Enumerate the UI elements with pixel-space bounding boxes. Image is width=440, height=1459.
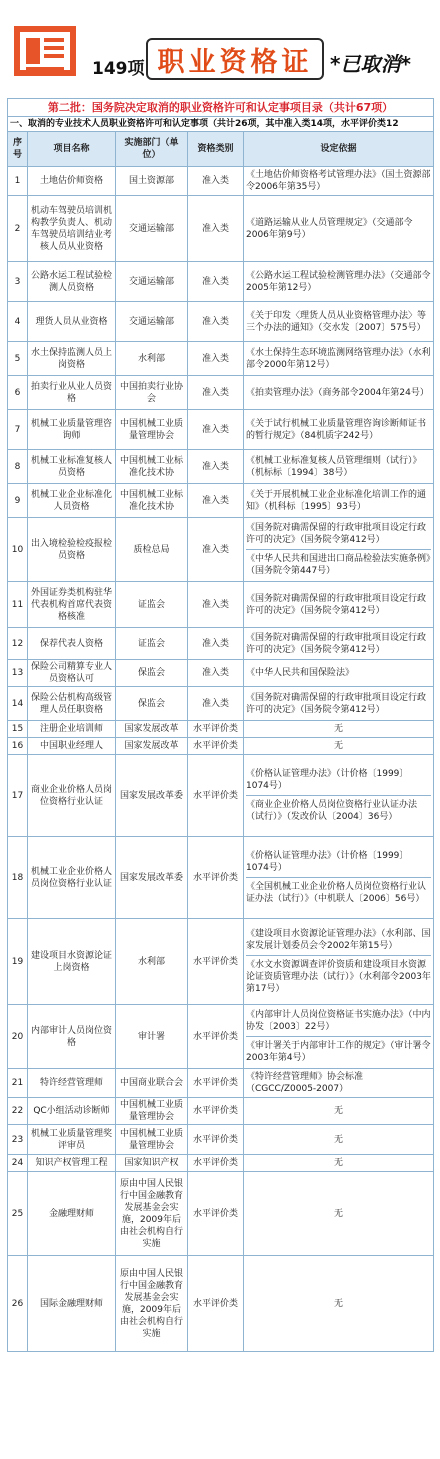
document-icon — [14, 26, 76, 76]
row-department: 质检总局 — [116, 518, 188, 582]
row-number: 3 — [8, 262, 28, 302]
column-header-basis: 设定依据 — [244, 132, 434, 167]
row-name: 机动车驾驶员培训机构教学负责人、机动车驾驶员培训结业考核人员从业资格 — [28, 196, 116, 262]
table-row — [8, 1155, 434, 1172]
row-name: 知识产权管理工程 — [28, 1155, 116, 1172]
row-number: 22 — [8, 1098, 28, 1125]
basis-item: 无 — [333, 741, 343, 751]
basis-item: 无 — [333, 1298, 343, 1309]
row-name: 特许经营管理师 — [28, 1069, 116, 1098]
row-name: 保险公司精算专业人员资格认可 — [28, 660, 116, 687]
basis-item: 无 — [333, 1106, 343, 1116]
basis-item: 《水文水资源调查评价资质和建设项目水资源论证资质管理办法（试行）》（水利部令2003年第17号） — [246, 955, 431, 996]
basis-item: 《道路运输从业人员管理规定》（交通部令2006年第9号） — [246, 217, 413, 240]
title-box — [146, 38, 324, 80]
row-department: 保监会 — [116, 660, 188, 687]
column-header-number: 序号 — [8, 132, 28, 167]
row-basis — [244, 1155, 434, 1172]
row-number: 12 — [8, 628, 28, 660]
table-row — [8, 721, 434, 738]
row-department: 国家发展改革 — [116, 738, 188, 755]
row-basis — [244, 167, 434, 196]
row-name: 机械工业企业标准化人员资格 — [28, 484, 116, 518]
row-basis — [244, 302, 434, 342]
row-department: 中国机械工业质量管理协会 — [116, 410, 188, 450]
row-department: 水利部 — [116, 342, 188, 376]
row-number: 6 — [8, 376, 28, 410]
row-type: 水平评价类 — [188, 1155, 244, 1172]
basis-item: 《关于开展机械工业企业标准化培训工作的通知》（机科标〔1995〕93号） — [246, 489, 427, 512]
qualification-table — [7, 98, 434, 1352]
table-row — [8, 196, 434, 262]
row-department: 原由中国人民银行中国金融教育发展基金会实施，2009年后由社会机构自行实施 — [116, 1172, 188, 1256]
row-department: 水利部 — [116, 919, 188, 1005]
table-row — [8, 837, 434, 919]
row-basis — [244, 582, 434, 628]
row-type: 水平评价类 — [188, 1172, 244, 1256]
table-row — [8, 450, 434, 484]
row-number: 13 — [8, 660, 28, 687]
row-number: 14 — [8, 687, 28, 721]
row-basis — [244, 518, 434, 582]
row-name: QC小组活动诊断师 — [28, 1098, 116, 1125]
table-row — [8, 1256, 434, 1352]
table-title: 第二批：国务院决定取消的职业资格许可和认定事项目录（共计67项） — [8, 99, 434, 117]
row-basis — [244, 484, 434, 518]
table-row — [8, 410, 434, 450]
row-department: 中国拍卖行业协会 — [116, 376, 188, 410]
row-department: 中国机械工业质量管理协会 — [116, 1125, 188, 1155]
column-header-department: 实施部门（单位） — [116, 132, 188, 167]
row-name: 机械工业质量管理咨询师 — [28, 410, 116, 450]
row-department: 中国机械工业标准化技术协 — [116, 484, 188, 518]
basis-item: 无 — [333, 724, 343, 734]
basis-item: 《关于试行机械工业质量管理咨询诊断师证书的暂行规定》（84机质字242号） — [246, 418, 427, 441]
row-basis — [244, 1125, 434, 1155]
row-department: 国家发展改革委 — [116, 837, 188, 919]
row-type: 准入类 — [188, 628, 244, 660]
table-row — [8, 262, 434, 302]
row-type: 准入类 — [188, 687, 244, 721]
basis-item: 《特许经营管理师》协会标准（CGCC/Z0005-2007） — [246, 1072, 364, 1094]
basis-item: 无 — [333, 1158, 343, 1168]
row-type: 准入类 — [188, 262, 244, 302]
table-row — [8, 1005, 434, 1069]
row-number: 20 — [8, 1005, 28, 1069]
basis-item: 《土地估价师资格考试管理办法》（国土资源部令2006年第35号） — [246, 170, 431, 192]
basis-item: 无 — [333, 1208, 343, 1219]
row-name: 国际金融理财师 — [28, 1256, 116, 1352]
row-department: 中国商业联合会 — [116, 1069, 188, 1098]
row-basis — [244, 687, 434, 721]
row-name: 保险公估机构高级管理人员任职资格 — [28, 687, 116, 721]
row-number: 8 — [8, 450, 28, 484]
table-row — [8, 376, 434, 410]
table-row — [8, 342, 434, 376]
basis-item: 《关于印发〈理货人员从业资格管理办法〉等三个办法的通知》（交水发〔2007〕575号） — [246, 310, 427, 333]
row-number: 2 — [8, 196, 28, 262]
row-number: 5 — [8, 342, 28, 376]
row-basis — [244, 342, 434, 376]
row-type: 水平评价类 — [188, 755, 244, 837]
row-type: 水平评价类 — [188, 1125, 244, 1155]
row-basis — [244, 1098, 434, 1125]
cancelled-label: *已取消* — [330, 52, 411, 76]
basis-item: 《水土保持生态环境监测网络管理办法》（水利部令2000年第12号） — [246, 347, 431, 370]
row-type: 水平评价类 — [188, 721, 244, 738]
table-row — [8, 660, 434, 687]
row-department: 证监会 — [116, 628, 188, 660]
row-type: 准入类 — [188, 342, 244, 376]
row-basis — [244, 837, 434, 919]
page-title: 职业资格证 — [157, 46, 313, 78]
basis-item: 《价格认证管理办法》（计价格〔1999〕1074号） — [246, 851, 409, 873]
row-name: 机械工业标准复核人员资格 — [28, 450, 116, 484]
basis-item: 《机械工业标准复核人员管理细则（试行）》（机标标〔1994〕38号） — [246, 455, 422, 478]
row-department: 国家发展改革 — [116, 721, 188, 738]
row-basis — [244, 628, 434, 660]
column-header-type: 资格类别 — [188, 132, 244, 167]
row-number: 21 — [8, 1069, 28, 1098]
table-row — [8, 302, 434, 342]
row-name: 内部审计人员岗位资格 — [28, 1005, 116, 1069]
row-name: 中国职业经理人 — [28, 738, 116, 755]
row-type: 准入类 — [188, 302, 244, 342]
basis-item: 《国务院对确需保留的行政审批项目设定行政许可的决定》（国务院令第412号） — [246, 523, 427, 545]
row-type: 水平评价类 — [188, 1005, 244, 1069]
item-count: 149项 — [92, 59, 145, 79]
table-row — [8, 755, 434, 837]
row-department: 证监会 — [116, 582, 188, 628]
row-basis — [244, 1256, 434, 1352]
row-number: 15 — [8, 721, 28, 738]
table-row — [8, 738, 434, 755]
row-name: 水土保持监测人员上岗资格 — [28, 342, 116, 376]
basis-item: 《价格认证管理办法》（计价格〔1999〕1074号） — [246, 769, 409, 791]
row-type: 准入类 — [188, 376, 244, 410]
row-type: 水平评价类 — [188, 1098, 244, 1125]
row-number: 4 — [8, 302, 28, 342]
table-row — [8, 1125, 434, 1155]
row-type: 水平评价类 — [188, 919, 244, 1005]
row-basis — [244, 660, 434, 687]
row-department: 原由中国人民银行中国金融教育发展基金会实施，2009年后由社会机构自行实施 — [116, 1256, 188, 1352]
row-type: 水平评价类 — [188, 738, 244, 755]
row-name: 外国证券类机构驻华代表机构首席代表资格核准 — [28, 582, 116, 628]
table-row — [8, 167, 434, 196]
basis-item: 《国务院对确需保留的行政审批项目设定行政许可的决定》（国务院令第412号） — [246, 692, 427, 715]
row-name: 机械工业企业价格人员岗位资格行业认证 — [28, 837, 116, 919]
row-name: 建设项目水资源论证上岗资格 — [28, 919, 116, 1005]
table-row — [8, 518, 434, 582]
basis-item: 《中华人民共和国保险法》 — [246, 668, 355, 678]
row-type: 水平评价类 — [188, 1256, 244, 1352]
row-department: 国家发展改革委 — [116, 755, 188, 837]
row-basis — [244, 755, 434, 837]
column-header-name: 项目名称 — [28, 132, 116, 167]
row-type: 准入类 — [188, 410, 244, 450]
row-number: 26 — [8, 1256, 28, 1352]
table-row — [8, 582, 434, 628]
row-number: 17 — [8, 755, 28, 837]
row-name: 保荐代表人资格 — [28, 628, 116, 660]
row-number: 7 — [8, 410, 28, 450]
basis-item: 《拍卖管理办法》（商务部令2004年第24号） — [246, 387, 429, 398]
row-basis — [244, 919, 434, 1005]
row-number: 18 — [8, 837, 28, 919]
row-name: 商业企业价格人员岗位资格行业认证 — [28, 755, 116, 837]
table-row — [8, 919, 434, 1005]
row-department: 审计署 — [116, 1005, 188, 1069]
basis-item: 《中华人民共和国进出口商品检验法实施条例》（国务院令第447号） — [246, 549, 431, 578]
row-name: 理货人员从业资格 — [28, 302, 116, 342]
row-number: 1 — [8, 167, 28, 196]
row-name: 公路水运工程试验检测人员资格 — [28, 262, 116, 302]
row-basis — [244, 376, 434, 410]
row-basis — [244, 410, 434, 450]
row-type: 水平评价类 — [188, 1069, 244, 1098]
row-basis — [244, 1069, 434, 1098]
basis-item: 《建设项目水资源论证管理办法》（水利部、国家发展计划委员会令2002年第15号） — [246, 929, 431, 951]
row-basis — [244, 196, 434, 262]
row-type: 水平评价类 — [188, 837, 244, 919]
table-row — [8, 687, 434, 721]
row-type: 准入类 — [188, 660, 244, 687]
basis-item: 《商业企业价格人员岗位资格行业认证办法（试行）》（发改价认〔2004〕36号） — [246, 795, 431, 824]
row-department: 国土资源部 — [116, 167, 188, 196]
row-number: 19 — [8, 919, 28, 1005]
row-name: 土地估价师资格 — [28, 167, 116, 196]
row-department: 交通运输部 — [116, 262, 188, 302]
table-row — [8, 628, 434, 660]
row-type: 准入类 — [188, 196, 244, 262]
row-name: 机械工业质量管理奖评审员 — [28, 1125, 116, 1155]
basis-item: 《国务院对确需保留的行政审批项目设定行政许可的决定》（国务院令第412号） — [246, 593, 427, 616]
row-type: 准入类 — [188, 484, 244, 518]
basis-item: 《审计署关于内部审计工作的规定》（审计署令2003年第4号） — [246, 1036, 431, 1065]
row-number: 24 — [8, 1155, 28, 1172]
table-row — [8, 484, 434, 518]
row-department: 交通运输部 — [116, 302, 188, 342]
row-type: 准入类 — [188, 450, 244, 484]
row-department: 交通运输部 — [116, 196, 188, 262]
row-name: 注册企业培训师 — [28, 721, 116, 738]
page-header — [0, 0, 440, 98]
row-basis — [244, 450, 434, 484]
basis-item: 《国务院对确需保留的行政审批项目设定行政许可的决定》（国务院令第412号） — [246, 632, 427, 655]
row-name: 拍卖行业从业人员资格 — [28, 376, 116, 410]
row-number: 11 — [8, 582, 28, 628]
row-basis — [244, 1005, 434, 1069]
row-type: 准入类 — [188, 167, 244, 196]
table-subtitle: 一、取消的专业技术人员职业资格许可和认定事项（共计26项，其中准入类14项，水平评价类12 — [8, 117, 434, 132]
row-number: 10 — [8, 518, 28, 582]
basis-item: 《公路水运工程试验检测管理办法》（交通部令2005年第12号） — [246, 270, 431, 293]
row-number: 25 — [8, 1172, 28, 1256]
row-department: 保监会 — [116, 687, 188, 721]
row-department: 国家知识产权 — [116, 1155, 188, 1172]
qualification-table-wrap — [7, 98, 433, 1352]
table-row — [8, 1098, 434, 1125]
basis-item: 无 — [333, 1134, 343, 1145]
row-basis — [244, 262, 434, 302]
row-department: 中国机械工业质量管理协会 — [116, 1098, 188, 1125]
row-number: 16 — [8, 738, 28, 755]
row-type: 准入类 — [188, 518, 244, 582]
table-row — [8, 1172, 434, 1256]
row-number: 23 — [8, 1125, 28, 1155]
row-basis — [244, 721, 434, 738]
basis-item: 《全国机械工业企业价格人员岗位资格行业认证办法（试行）》（中机联人〔2006〕56号） — [246, 877, 431, 906]
table-body — [8, 167, 434, 1352]
table-row — [8, 1069, 434, 1098]
row-department: 中国机械工业标准化技术协 — [116, 450, 188, 484]
row-number: 9 — [8, 484, 28, 518]
row-name: 金融理财师 — [28, 1172, 116, 1256]
row-name: 出入境检验检疫报检员资格 — [28, 518, 116, 582]
row-basis — [244, 738, 434, 755]
row-type: 准入类 — [188, 582, 244, 628]
basis-item: 《内部审计人员岗位资格证书实施办法》（中内协发〔2003〕22号） — [246, 1010, 431, 1032]
row-basis — [244, 1172, 434, 1256]
